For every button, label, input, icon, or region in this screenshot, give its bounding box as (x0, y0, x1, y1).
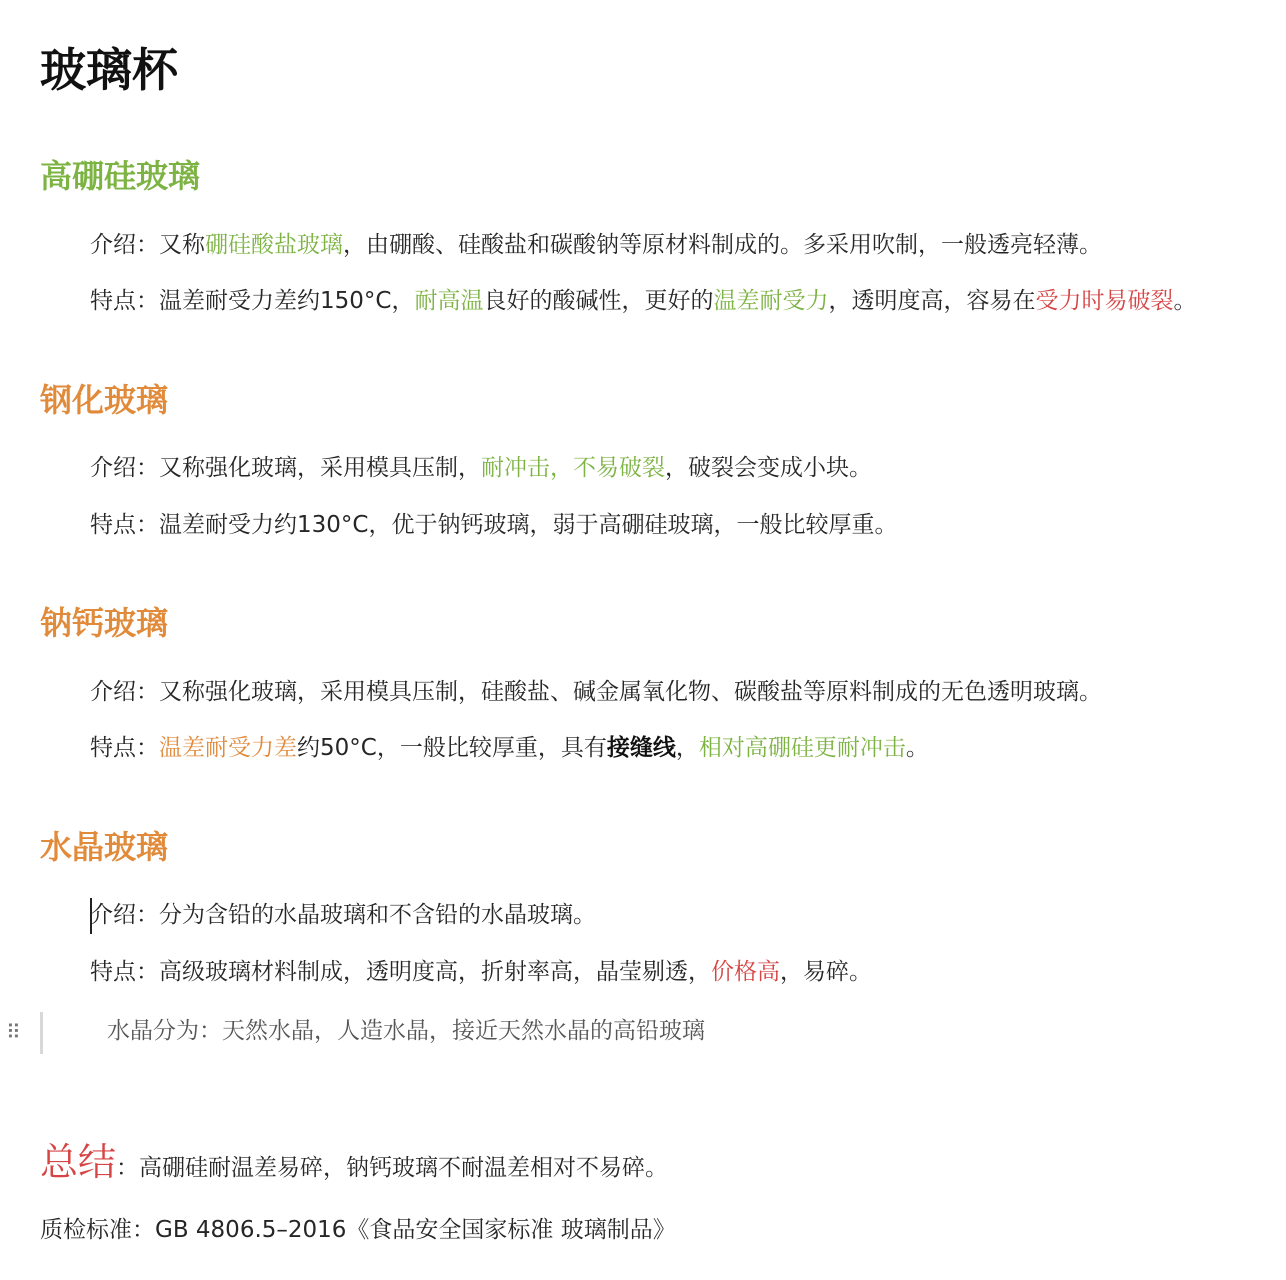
highlight-text: 温差耐受力 (713, 288, 829, 314)
feature-text: 温差耐受力差约150°C， (159, 288, 415, 314)
intro-text: 又称强化玻璃，采用模具压制， (159, 455, 481, 481)
borosilicate-feature[interactable] (90, 284, 1196, 318)
page-title: 玻璃杯 (40, 43, 178, 97)
intro-text: ，由硼酸、硅酸盐和碳酸钠等原材料制成的。多采用吹制，一般透亮轻薄。 (343, 232, 1102, 258)
feature-text: 约50°C，一般比较厚重，具有 (297, 735, 607, 761)
highlight-text: 温差耐受力差 (159, 735, 297, 761)
intro-text: 又称强化玻璃，采用模具压制，硅酸盐、碱金属氧化物、碳酸盐等原料制成的无色透明玻璃。 (159, 679, 1102, 705)
feature-label: 特点： (90, 959, 159, 985)
warning-text: 受力时易破裂 (1035, 288, 1174, 314)
crystal-intro[interactable] (90, 898, 596, 932)
tempered-feature[interactable] (90, 508, 897, 542)
feature-text: 良好的酸碱性，更好的 (483, 288, 714, 314)
tempered-intro[interactable] (90, 451, 872, 485)
soda-lime-feature[interactable] (90, 731, 929, 765)
intro-text: 又称 (159, 232, 205, 258)
highlight-text: 硼硅酸盐玻璃 (205, 232, 343, 258)
drag-handle-icon[interactable]: ⠿ (6, 1020, 19, 1044)
intro-text: 分为含铅的水晶玻璃和不含铅的水晶玻璃。 (159, 902, 596, 928)
summary-colon: ： (116, 1155, 140, 1181)
quote-bar (40, 1012, 43, 1054)
section-heading-borosilicate: 高硼硅玻璃 (40, 157, 201, 195)
quality-standard[interactable]: 质检标准：GB 4806.5–2016《食品安全国家标准 玻璃制品》 (40, 1217, 676, 1243)
intro-text: ，破裂会变成小块。 (665, 455, 872, 481)
feature-label: 特点： (90, 735, 159, 761)
summary-label: 总结 (40, 1140, 117, 1184)
feature-text: ，易碎。 (780, 959, 872, 985)
intro-label: 介绍： (90, 679, 159, 705)
highlight-text: 相对高硼硅更耐冲击 (698, 735, 906, 761)
warning-text: 价格高 (711, 959, 780, 985)
highlight-text: 耐高温 (414, 288, 484, 314)
soda-lime-intro[interactable] (90, 675, 1102, 709)
feature-text: ，透明度高，容易在 (828, 288, 1036, 314)
feature-text: 。 (1173, 288, 1197, 314)
borosilicate-intro[interactable] (90, 228, 1102, 262)
feature-text: 温差耐受力约130°C，优于钠钙玻璃，弱于高硼硅玻璃，一般比较厚重。 (159, 512, 898, 538)
feature-text: 高级玻璃材料制成，透明度高，折射率高，晶莹剔透， (159, 959, 711, 985)
section-heading-crystal: 水晶玻璃 (40, 828, 169, 866)
intro-label: 介绍： (90, 455, 159, 481)
crystal-quote[interactable]: 水晶分为：天然水晶，人造水晶，接近天然水晶的高铅玻璃 (107, 1018, 705, 1044)
summary-paragraph[interactable] (40, 1134, 668, 1196)
feature-label: 特点： (90, 512, 159, 538)
section-heading-tempered: 钢化玻璃 (40, 381, 169, 419)
section-heading-soda-lime: 钠钙玻璃 (40, 604, 169, 642)
intro-label: 介绍： (90, 232, 159, 258)
crystal-feature[interactable] (90, 955, 872, 989)
feature-text: 。 (905, 735, 929, 761)
feature-label: 特点： (90, 288, 159, 314)
bold-text: 接缝线 (606, 735, 676, 761)
intro-label: 介绍： (90, 902, 159, 928)
summary-text: 高硼硅耐温差易碎，钠钙玻璃不耐温差相对不易碎。 (139, 1155, 669, 1181)
highlight-text: 耐冲击，不易破裂 (481, 455, 665, 481)
feature-text: ， (675, 735, 699, 761)
